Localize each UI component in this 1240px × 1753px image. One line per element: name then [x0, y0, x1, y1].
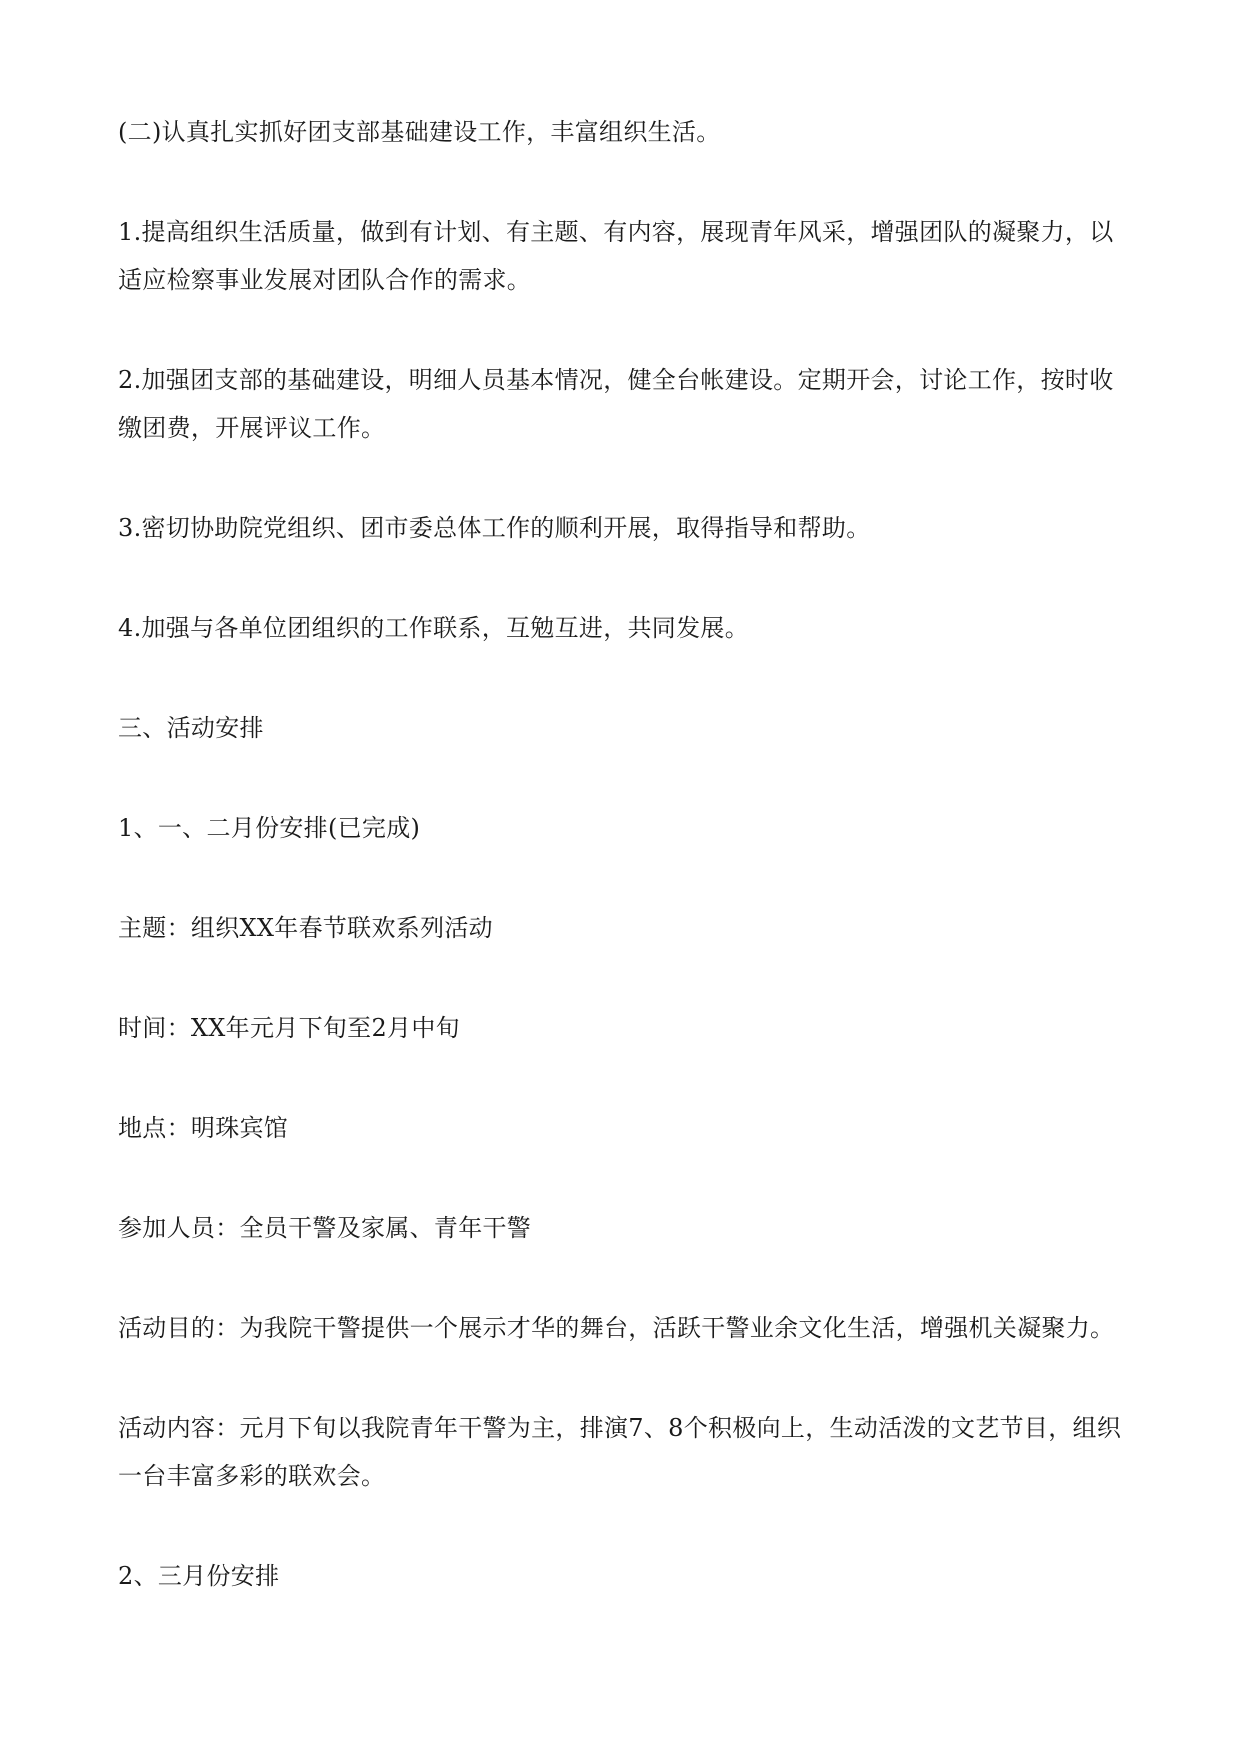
item-2-basic-construction: 2.加强团支部的基础建设，明细人员基本情况，健全台帐建设。定期开会，讨论工作，按时收缴团费，开展评议工作。	[118, 366, 1114, 442]
activity-1-content: 活动内容：元月下旬以我院青年干警为主，排演7、8个积极向上，生动活泼的文艺节目，组织一台丰富多彩的联欢会。	[118, 1414, 1122, 1490]
activity-1-location: 地点：明珠宾馆	[118, 1114, 289, 1142]
document-body	[118, 108, 1128, 1652]
activity-1-purpose: 活动目的：为我院干警提供一个展示才华的舞台，活跃干警业余文化生活，增强机关凝聚力。	[118, 1314, 1115, 1342]
item-3-cooperation: 3.密切协助院党组织、团市委总体工作的顺利开展，取得指导和帮助。	[118, 514, 871, 542]
item-4-liaison: 4.加强与各单位团组织的工作联系，互勉互进，共同发展。	[118, 614, 749, 642]
activity-1-time: 时间：XX年元月下旬至2月中旬	[118, 1014, 460, 1042]
activity-1-participants: 参加人员：全员干警及家属、青年干警	[118, 1214, 532, 1242]
section-heading-branch-building: (二)认真扎实抓好团支部基础建设工作，丰富组织生活。	[118, 118, 721, 146]
item-1-organization-life: 1.提高组织生活质量，做到有计划、有主题、有内容，展现青年风采，增强团队的凝聚力，以适应检察事业发展对团队合作的需求。	[118, 218, 1114, 294]
section-heading-activities: 三、活动安排	[118, 714, 264, 742]
activity-1-heading: 1、一、二月份安排(已完成)	[118, 814, 421, 842]
activity-1-theme: 主题：组织XX年春节联欢系列活动	[118, 914, 493, 942]
activity-2-heading: 2、三月份安排	[118, 1562, 280, 1590]
